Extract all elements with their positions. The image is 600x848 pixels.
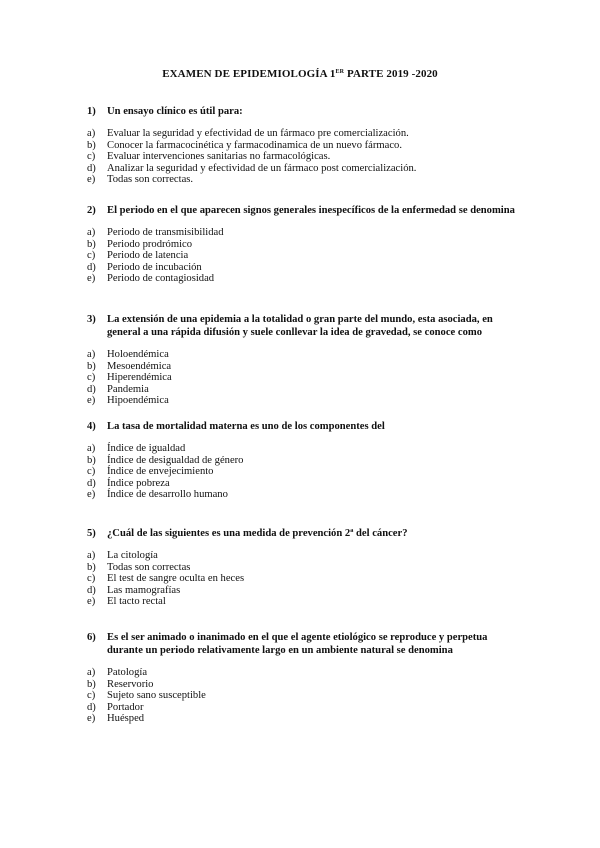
option-text: Índice de desigualdad de género: [107, 454, 244, 466]
option-text: Periodo de contagiosidad: [107, 273, 215, 285]
option-text: Periodo prodrómico: [107, 238, 193, 250]
option-letter: c): [87, 690, 96, 702]
answer-option: [87, 239, 517, 251]
option-text: Sujeto sano susceptible: [107, 690, 206, 702]
exam-title: [0, 68, 600, 80]
option-letter: e): [87, 489, 96, 501]
option-letter: b): [87, 360, 96, 372]
option-text: Periodo de transmisibilidad: [107, 227, 224, 238]
option-letter: b): [87, 561, 96, 573]
question-header: [87, 631, 517, 657]
answer-option: [87, 596, 517, 608]
question-block: [87, 204, 517, 285]
option-text: Índice de desarrollo humano: [107, 489, 228, 501]
option-letter: a): [87, 349, 96, 360]
option-letter: d): [87, 261, 96, 273]
question-number: 1): [87, 106, 96, 117]
option-text: Hiperendémica: [107, 372, 172, 384]
exam-title-superscript: ER: [335, 69, 345, 75]
option-letter: e): [87, 713, 96, 725]
answer-option: [87, 562, 517, 574]
option-letter: c): [87, 466, 96, 478]
option-text: Huésped: [107, 713, 145, 725]
question-text: Un ensayo clínico es útil para:: [107, 106, 243, 117]
option-text: Pandemia: [107, 383, 149, 395]
option-text: Analizar la seguridad y efectividad de un fármaco post comercialización.: [107, 162, 417, 174]
option-text: Evaluar intervenciones sanitarias no farmacológicas.: [107, 151, 331, 163]
option-text: El tacto rectal: [107, 596, 166, 608]
question-text: El periodo en el que aparecen signos generales inespecíficos de la enfermedad se denomina: [107, 205, 515, 216]
option-text: Patología: [107, 667, 148, 678]
question-number: 2): [87, 205, 96, 216]
option-letter: c): [87, 573, 96, 585]
option-text: Índice pobreza: [107, 477, 170, 489]
option-letter: b): [87, 454, 96, 466]
option-text: Evaluar la seguridad y efectividad de un fármaco pre comercialización.: [107, 128, 409, 139]
option-letter: d): [87, 584, 96, 596]
option-letter: a): [87, 227, 96, 238]
question-text: ¿Cuál de las siguientes es una medida de prevención 2ª del cáncer?: [107, 528, 408, 539]
option-text: Índice de igualdad: [107, 443, 186, 454]
answer-option: [87, 163, 517, 175]
option-text: La citología: [107, 550, 158, 561]
question-block: [87, 631, 517, 725]
answer-option: [87, 550, 517, 562]
answer-option: [87, 384, 517, 396]
question-header: [87, 313, 517, 339]
answer-option: [87, 443, 517, 455]
answer-options: [87, 443, 517, 501]
option-text: El test de sangre oculta en heces: [107, 573, 245, 585]
answer-option: [87, 478, 517, 490]
answer-option: [87, 273, 517, 285]
answer-option: [87, 702, 517, 714]
answer-option: [87, 489, 517, 501]
question-text: La extensión de una epidemia a la totalidad o gran parte del mundo, esta asociada, en general a una rápida difusión y suele conllevar la idea de gravedad, se conoce como: [107, 314, 493, 338]
option-text: Conocer la farmacocinética y farmacodinamica de un nuevo fármaco.: [107, 139, 403, 151]
option-letter: e): [87, 395, 96, 407]
option-text: Periodo de latencia: [107, 250, 189, 262]
question-header: [87, 204, 517, 217]
option-text: Todas son correctas: [107, 561, 191, 573]
option-text: Las mamografías: [107, 584, 181, 596]
option-text: Reservorio: [107, 678, 154, 690]
option-letter: d): [87, 162, 96, 174]
option-letter: c): [87, 151, 96, 163]
option-letter: a): [87, 667, 96, 678]
answer-options: [87, 550, 517, 608]
question-header: [87, 105, 517, 118]
question-number: 6): [87, 632, 96, 643]
answer-option: [87, 349, 517, 361]
answer-option: [87, 713, 517, 725]
option-letter: b): [87, 678, 96, 690]
answer-options: [87, 227, 517, 285]
answer-option: [87, 151, 517, 163]
answer-option: [87, 140, 517, 152]
option-letter: e): [87, 273, 96, 285]
option-letter: e): [87, 174, 96, 186]
exam-title-rest: PARTE 2019 -2020: [346, 68, 438, 80]
option-letter: a): [87, 128, 96, 139]
answer-options: [87, 349, 517, 407]
answer-option: [87, 690, 517, 702]
question-header: [87, 420, 517, 433]
answer-option: [87, 455, 517, 467]
question-block: [87, 105, 517, 186]
answer-option: [87, 250, 517, 262]
option-letter: c): [87, 250, 96, 262]
answer-option: [87, 262, 517, 274]
question-block: [87, 420, 517, 501]
question-number: 3): [87, 314, 96, 325]
answer-options: [87, 128, 517, 186]
exam-title-main: EXAMEN DE EPIDEMIOLOGÍA 1: [162, 68, 336, 80]
answer-option: [87, 667, 517, 679]
option-letter: b): [87, 238, 96, 250]
option-text: Periodo de incubación: [107, 261, 202, 273]
answer-option: [87, 573, 517, 585]
option-text: Índice de envejecimiento: [107, 466, 214, 478]
option-text: Hipoendémica: [107, 395, 169, 407]
question-number: 5): [87, 528, 96, 539]
option-letter: b): [87, 139, 96, 151]
question-text: Es el ser animado o inanimado en el que el agente etiológico se reproduce y perpetua durante un periodo relativamente largo en un ambiente natural se denomina: [107, 632, 488, 656]
option-letter: a): [87, 443, 96, 454]
answer-option: [87, 361, 517, 373]
answer-option: [87, 679, 517, 691]
question-header: [87, 527, 517, 540]
answer-option: [87, 466, 517, 478]
answer-option: [87, 227, 517, 239]
option-text: Holoendémica: [107, 349, 169, 360]
option-letter: a): [87, 550, 96, 561]
option-text: Portador: [107, 701, 144, 713]
question-block: [87, 527, 517, 608]
option-letter: d): [87, 701, 96, 713]
option-letter: d): [87, 477, 96, 489]
option-text: Mesoendémica: [107, 360, 172, 372]
option-letter: c): [87, 372, 96, 384]
answer-option: [87, 395, 517, 407]
option-letter: d): [87, 383, 96, 395]
question-number: 4): [87, 421, 96, 432]
answer-option: [87, 585, 517, 597]
question-text: La tasa de mortalidad materna es uno de los componentes del: [107, 421, 385, 432]
answer-option: [87, 372, 517, 384]
answer-options: [87, 667, 517, 725]
answer-option: [87, 174, 517, 186]
question-block: [87, 313, 517, 407]
option-letter: e): [87, 596, 96, 608]
option-text: Todas son correctas.: [107, 174, 194, 186]
answer-option: [87, 128, 517, 140]
